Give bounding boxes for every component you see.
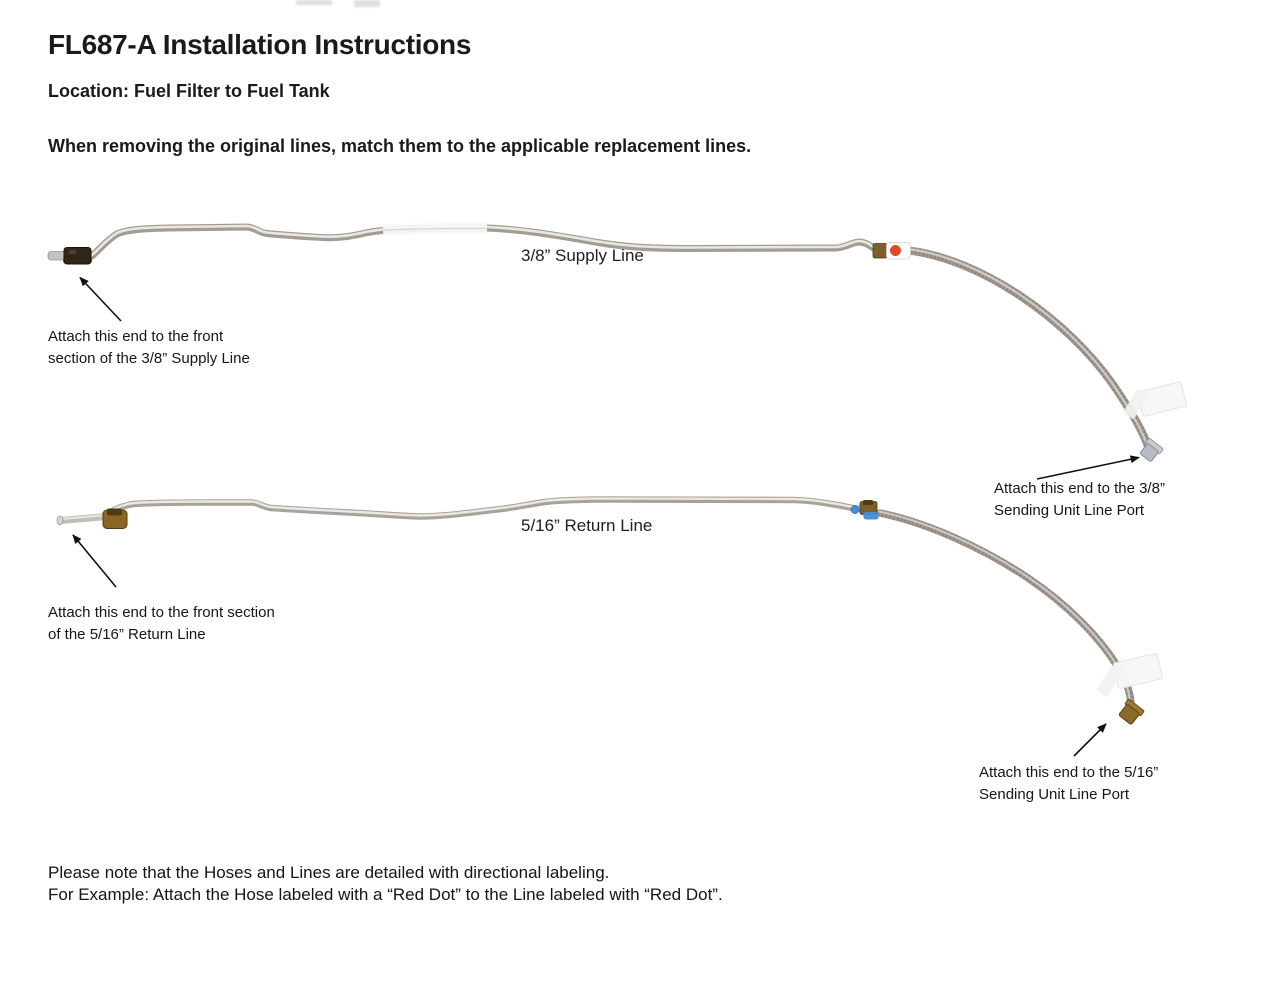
page-title: FL687-A Installation Instructions	[48, 29, 472, 60]
annotation-arrow-return-end	[1074, 724, 1106, 756]
return-line-label: 5/16” Return Line	[521, 516, 653, 535]
return-end-annotation	[979, 762, 1158, 806]
annotation-text-line: of the 5/16” Return Line	[48, 626, 206, 643]
annotation-text-line: Sending Unit Line Port	[979, 786, 1130, 803]
return-connector	[851, 500, 879, 520]
annotation-text-line: section of the 3/8” Supply Line	[48, 350, 250, 367]
supply-line-label: 3/8” Supply Line	[521, 246, 644, 265]
annotation-text-line: Attach this end to the 3/8”	[994, 480, 1165, 497]
blue-band-marker	[864, 512, 879, 520]
supply-connector	[873, 243, 911, 260]
supply-front-fitting	[48, 248, 92, 265]
red-dot-marker	[890, 245, 900, 255]
footer-note-line: For Example: Attach the Hose labeled with a “Red Dot” to the Line labeled with “Red Dot”.	[48, 885, 723, 904]
annotation-arrow-return-front	[73, 535, 116, 587]
annotation-arrow-supply-front	[80, 278, 121, 322]
supply-front-annotation	[48, 326, 250, 370]
return-braided-hose	[879, 512, 1131, 707]
annotation-text-line: Attach this end to the front	[48, 328, 224, 345]
supply-tube	[92, 226, 878, 256]
annotation-text-line: Attach this end to the front section	[48, 604, 275, 621]
annotation-arrow-supply-end	[1037, 458, 1139, 480]
return-end-fitting	[1117, 699, 1144, 726]
intro-line: When removing the original lines, match them to the applicable replacement lines.	[48, 136, 752, 156]
location-line: Location: Fuel Filter to Fuel Tank	[48, 81, 330, 101]
footer-note-line: Please note that the Hoses and Lines are detailed with directional labeling.	[48, 863, 610, 882]
supply-end-tag	[1122, 381, 1186, 419]
return-tube	[61, 499, 860, 521]
supply-braided-hose	[908, 249, 1149, 449]
footer-note	[48, 862, 723, 906]
blue-dot-marker	[851, 505, 859, 513]
annotation-text-line: Sending Unit Line Port	[994, 502, 1145, 519]
annotation-text-line: Attach this end to the 5/16”	[979, 764, 1159, 781]
supply-end-annotation	[994, 478, 1165, 522]
return-front-annotation	[48, 602, 275, 646]
